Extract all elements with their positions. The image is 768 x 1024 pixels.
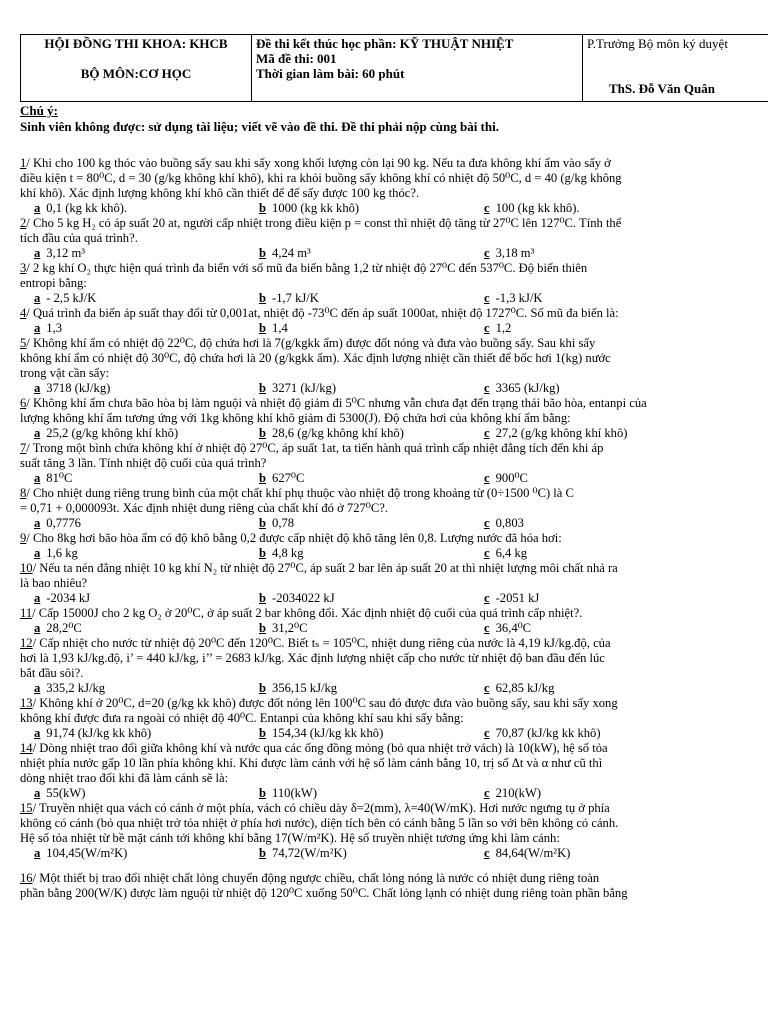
option-value: 25,2 (g/kg không khí khô) xyxy=(46,426,179,440)
option-letter: b xyxy=(259,516,267,530)
question-text-line xyxy=(20,366,750,381)
question-text-line: 3/ 2 kg khí O₂ thực hiện quá trình đa biến với số mũ đa biến bằng 1,2 từ nhiệt độ 27⁰C đến 537⁰C. Độ biến thiên xyxy=(20,261,588,275)
question-text: điều kiện t = 80⁰C, d = 30 (g/kg không khí khô), khi ra khỏi buồng sấy không khí có nhiệt độ 50⁰C, d = 40 (g/kg không xyxy=(20,171,622,185)
question-text-line xyxy=(20,816,750,831)
question-text: phần bằng 200(W/K) được làm nguội từ nhiệt độ 120⁰C xuống 50⁰C. Chất lỏng lạnh có nhiệt dung riêng toàn phần bằng xyxy=(20,886,628,900)
option-letter: c xyxy=(484,726,490,740)
question-text: Không khí ở 20⁰C, d=20 (g/kg kk khô) được đốt nóng lên 100⁰C sau đó được đưa vào buồng sấy, sau khi sấy xong xyxy=(39,696,618,710)
option-value: 1,6 kg xyxy=(46,546,78,560)
question-text-line xyxy=(20,351,750,366)
option-letter: a xyxy=(34,681,41,695)
option-value: 1,2 xyxy=(495,321,512,335)
question-text: Cho 5 kg H₂ có áp suất 20 at, người cấp nhiệt trong điều kiện p = const thì nhiệt độ tăng từ 27⁰C lên 127⁰C. Tính thể xyxy=(32,216,622,230)
option-value: 62,85 kJ/kg xyxy=(495,681,555,695)
question-text-line: 8/ Cho nhiệt dung riêng trung bình của một chất khí phụ thuộc vào nhiệt độ trong khoảng từ (0÷1500 ⁰C) là C xyxy=(20,486,574,500)
option-value: -1,3 kJ/K xyxy=(495,291,543,305)
answer-option-c xyxy=(484,681,750,696)
answer-option-c xyxy=(484,726,750,741)
question-number: 12 xyxy=(20,636,33,650)
question-item xyxy=(20,741,750,801)
question-number: 16 xyxy=(20,871,33,885)
answer-option-c xyxy=(484,786,750,801)
answer-options xyxy=(20,426,750,441)
option-value: 627⁰C xyxy=(272,471,305,485)
option-letter: a xyxy=(34,201,41,215)
question-item xyxy=(20,801,750,861)
answer-option-b xyxy=(259,381,484,396)
question-text-line: 16/ Một thiết bị trao đổi nhiệt chất lỏng chuyển động ngược chiều, chất lỏng nóng là nước có nhiệt dung riêng toàn xyxy=(20,871,600,885)
answer-option-b xyxy=(259,546,484,561)
question-text-line: 6/ Không khí ẩm chưa bão hòa bị làm nguội và nhiệt độ giảm đi 5⁰C nhưng vẫn chưa đạt đến trạng thái bão hòa, entanpi của xyxy=(20,396,647,410)
answer-options xyxy=(20,621,750,636)
question-text: Cho nhiệt dung riêng trung bình của một chất khí phụ thuộc vào nhiệt độ trong khoảng từ (0÷1500 ⁰C) là C xyxy=(32,486,574,500)
option-letter: b xyxy=(259,681,267,695)
option-letter: a xyxy=(34,591,41,605)
option-letter: b xyxy=(259,321,267,335)
question-text: Dòng nhiệt trao đổi giữa không khí và nước qua các ống đồng mỏng (bỏ qua nhiệt trở vách) là 10(kW), hệ số tỏa xyxy=(39,741,608,755)
question-text-line xyxy=(20,651,750,666)
option-value: 84,64(W/m²K) xyxy=(495,846,571,860)
question-item xyxy=(20,636,750,696)
exam-header xyxy=(20,34,768,102)
option-value: 3271 (kJ/kg) xyxy=(272,381,337,395)
answer-option-a xyxy=(20,546,259,561)
question-number: 14 xyxy=(20,741,33,755)
question-text-line: 2/ Cho 5 kg H₂ có áp suất 20 at, người cấp nhiệt trong điều kiện p = const thì nhiệt độ tăng từ 27⁰C lên 127⁰C. Tính thể xyxy=(20,216,622,230)
option-letter: a xyxy=(34,321,41,335)
answer-option-a xyxy=(20,291,259,306)
question-number: 10 xyxy=(20,561,33,575)
question-item xyxy=(20,696,750,741)
question-list xyxy=(20,156,750,901)
question-text: Hệ số tỏa nhiệt từ bề mặt cánh tới không khí bằng 17(W/m²K). Hệ số truyền nhiệt tương ứng khi làm cánh: xyxy=(20,831,560,845)
question-text: là bao nhiêu? xyxy=(20,576,88,590)
question-text: trong vật cần sấy: xyxy=(20,366,110,380)
question-text-line xyxy=(20,711,750,726)
exam-note xyxy=(20,103,499,135)
option-value: 4,24 m³ xyxy=(272,246,311,260)
answer-option-b xyxy=(259,681,484,696)
question-text-line: 13/ Không khí ở 20⁰C, d=20 (g/kg kk khô) được đốt nóng lên 100⁰C sau đó được đưa vào buồng sấy, sau khi sấy xong xyxy=(20,696,618,710)
answer-option-b xyxy=(259,471,484,486)
option-letter: a xyxy=(34,546,41,560)
option-letter: c xyxy=(484,246,490,260)
option-value: 36,4⁰C xyxy=(495,621,532,635)
question-text-line: 1/ Khi cho 100 kg thóc vào buồng sấy sau khi sấy xong khối lượng còn lại 90 kg. Nếu ta đưa không khí ẩm vào sấy ở xyxy=(20,156,611,170)
answer-option-c xyxy=(484,546,750,561)
question-number: 9 xyxy=(20,531,27,545)
approver-role: P.Trưởng Bộ môn ký duyệt xyxy=(587,36,728,51)
question-text-line: 5/ Không khí ẩm có nhiệt độ 22⁰C, độ chứa hơi là 7(g/kgkk ẩm) được đốt nóng và đưa vào buồng sấy. Sau khi sấy xyxy=(20,336,596,350)
option-value: 91,74 (kJ/kg kk khô) xyxy=(46,726,152,740)
note-label: Chú ý: xyxy=(20,103,58,118)
option-value: 6,4 kg xyxy=(495,546,528,560)
option-value: 0,7776 xyxy=(46,516,81,530)
option-value: 4,8 kg xyxy=(272,546,304,560)
question-number: 7 xyxy=(20,441,27,455)
answer-option-b xyxy=(259,516,484,531)
exam-duration: Thời gian làm bài: 60 phút xyxy=(256,66,405,81)
option-letter: a xyxy=(34,726,41,740)
question-text-line xyxy=(20,501,750,516)
option-letter: a xyxy=(34,516,41,530)
option-value: 74,72(W/m²K) xyxy=(272,846,347,860)
question-text: không khí được đưa ra ngoài có nhiệt độ 40⁰C. Entanpi của không khí sau khi sấy bằng: xyxy=(20,711,464,725)
question-text-line xyxy=(20,771,750,786)
option-letter: c xyxy=(484,846,490,860)
option-letter: b xyxy=(259,471,267,485)
question-number: 11 xyxy=(20,606,33,620)
question-text: = 0,71 + 0,000093t. Xác định nhiệt dung riêng của chất khí đó ở 727⁰C?. xyxy=(20,501,388,515)
option-value: 0,803 xyxy=(495,516,524,530)
answer-option-c xyxy=(484,321,750,336)
question-text-line: 9/ Cho 8kg hơi bão hòa ẩm có độ khô bằng 0,2 được cấp nhiệt độ khô tăng lên 0,8. Lượng nước đã hóa hơi: xyxy=(20,531,562,545)
option-value: 1,3 xyxy=(46,321,63,335)
question-number: 6 xyxy=(20,396,27,410)
answer-options xyxy=(20,381,750,396)
question-text: Quá trình đa biến áp suất thay đổi từ 0,001at, nhiệt độ -73⁰C đến áp suất 1000at, nhiệt độ 1727⁰C. Số mũ đa biến là: xyxy=(32,306,619,320)
option-letter: c xyxy=(484,471,490,485)
option-value: 154,34 (kJ/kg kk khô) xyxy=(272,726,384,740)
question-number: 5 xyxy=(20,336,27,350)
answer-option-b xyxy=(259,726,484,741)
answer-option-b xyxy=(259,246,484,261)
answer-options xyxy=(20,246,750,261)
option-value: 3718 (kJ/kg) xyxy=(46,381,111,395)
option-value: 70,87 (kJ/kg kk khô) xyxy=(495,726,601,740)
option-value: 28,6 (g/kg không khí khô) xyxy=(272,426,404,440)
answer-option-c xyxy=(484,516,750,531)
answer-option-a xyxy=(20,201,259,216)
question-text-line: 12/ Cấp nhiệt cho nước từ nhiệt độ 20⁰C đến 120⁰C. Biết tₛ = 105⁰C, nhiệt dung riêng của nước là 4,19 kJ/kg.độ, của xyxy=(20,636,611,650)
question-text: không khí ẩm có nhiệt độ 30⁰C, độ chứa hơi là 20 (g/kgkk ẩm). Xác định lượng nhiệt cần thiết để bốc hơi 1(kg) nước xyxy=(20,351,611,365)
question-item xyxy=(20,306,750,336)
question-number: 15 xyxy=(20,801,33,815)
option-letter: a xyxy=(34,291,41,305)
answer-option-b xyxy=(259,846,484,861)
option-letter: a xyxy=(34,621,41,635)
question-text: Cấp 15000J cho 2 kg O₂ ở 20⁰C, ở áp suất 2 bar không đổi. Xác định nhiệt độ cuối của quá trình cấp nhiệt?. xyxy=(38,606,583,620)
option-value: 356,15 kJ/kg xyxy=(272,681,338,695)
answer-options xyxy=(20,321,750,336)
option-value: 1,4 xyxy=(272,321,288,335)
question-item xyxy=(20,261,750,306)
option-value: -1,7 kJ/K xyxy=(272,291,319,305)
question-text: suất tăng 3 lần. Tính nhiệt độ cuối của quá trình? xyxy=(20,456,267,470)
question-text: Truyền nhiệt qua vách có cánh ở một phía, vách có chiều dày δ=2(mm), λ=40(W/mK). Hơi nước ngưng tụ ở phía xyxy=(39,801,610,815)
question-text: entropi bằng: xyxy=(20,276,87,290)
answer-option-b xyxy=(259,201,484,216)
question-text: Khi cho 100 kg thóc vào buồng sấy sau khi sấy xong khối lượng còn lại 90 kg. Nếu ta đưa không khí ẩm vào sấy ở xyxy=(32,156,611,170)
answer-option-a xyxy=(20,621,259,636)
option-letter: c xyxy=(484,516,490,530)
question-text: Cho 8kg hơi bão hòa ẩm có độ khô bằng 0,2 được cấp nhiệt độ khô tăng lên 0,8. Lượng nước đã hóa hơi: xyxy=(32,531,562,545)
option-letter: c xyxy=(484,786,490,800)
question-number: 2 xyxy=(20,216,27,230)
question-text-line xyxy=(20,276,750,291)
option-value: 55(kW) xyxy=(46,786,86,800)
exam-title: Đề thi kết thúc học phần: KỸ THUẬT NHIỆT xyxy=(256,36,514,51)
option-letter: a xyxy=(34,846,41,860)
option-letter: c xyxy=(484,681,490,695)
option-value: 3,12 m³ xyxy=(46,246,86,260)
question-text: khí khô). Xác định lượng không khí khô cần thiết để để sấy được 100 kg thóc?. xyxy=(20,186,420,200)
question-item xyxy=(20,441,750,486)
option-value: 1000 (kg kk khô) xyxy=(272,201,360,215)
answer-option-c xyxy=(484,291,750,306)
answer-option-c xyxy=(484,471,750,486)
question-text-line xyxy=(20,456,750,471)
question-text: lượng không khí ẩm tương ứng với 1kg không khí khô giảm đi 5300(J). Độ chứa hơi của không khí ẩm bằng: xyxy=(20,411,571,425)
question-text: hơi là 1,93 kJ/kg.độ, i’ = 440 kJ/kg, i’’ = 2683 kJ/kg. Xác định lượng nhiệt cấp cho nước từ nhiệt độ ban đầu đến lúc xyxy=(20,651,605,665)
option-letter: b xyxy=(259,621,267,635)
option-letter: b xyxy=(259,726,267,740)
option-letter: b xyxy=(259,591,267,605)
option-value: 28,2⁰C xyxy=(46,621,82,635)
approver-name: ThS. Đỗ Văn Quân xyxy=(609,81,715,96)
option-letter: b xyxy=(259,291,267,305)
question-text: Không khí ẩm có nhiệt độ 22⁰C, độ chứa hơi là 7(g/kgkk ẩm) được đốt nóng và đưa vào buồng sấy. Sau khi sấy xyxy=(32,336,596,350)
option-letter: c xyxy=(484,291,490,305)
answer-option-a xyxy=(20,786,259,801)
option-value: 81⁰C xyxy=(46,471,73,485)
option-letter: b xyxy=(259,381,267,395)
answer-option-c xyxy=(484,201,750,216)
question-item xyxy=(20,336,750,396)
answer-option-b xyxy=(259,591,484,606)
question-text-line xyxy=(20,666,750,681)
question-text-line: 14/ Dòng nhiệt trao đổi giữa không khí và nước qua các ống đồng mỏng (bỏ qua nhiệt trở vách) là 10(kW), hệ số tỏa xyxy=(20,741,608,755)
council-name: HỘI ĐỒNG THI KHOA: KHCB xyxy=(44,36,228,51)
answer-option-a xyxy=(20,381,259,396)
option-value: 110(kW) xyxy=(272,786,318,800)
answer-option-a xyxy=(20,246,259,261)
question-item xyxy=(20,396,750,441)
option-value: 3365 (kJ/kg) xyxy=(495,381,560,395)
answer-option-b xyxy=(259,621,484,636)
question-number: 8 xyxy=(20,486,27,500)
answer-option-a xyxy=(20,846,259,861)
answer-option-c xyxy=(484,426,750,441)
note-text: Sinh viên không được: sử dụng tài liệu; viết vẽ vào đề thi. Đề thi phải nộp cùng bài thi. xyxy=(20,119,499,134)
answer-options xyxy=(20,681,750,696)
option-value: 3,18 m³ xyxy=(495,246,535,260)
option-value: 27,2 (g/kg không khí khô) xyxy=(495,426,628,440)
option-value: -2051 kJ xyxy=(495,591,540,605)
answer-option-c xyxy=(484,381,750,396)
question-item xyxy=(20,216,750,261)
answer-option-c xyxy=(484,846,750,861)
answer-option-a xyxy=(20,591,259,606)
answer-options xyxy=(20,471,750,486)
answer-option-b xyxy=(259,786,484,801)
question-text-line xyxy=(20,576,750,591)
answer-option-c xyxy=(484,621,750,636)
answer-option-b xyxy=(259,426,484,441)
question-item xyxy=(20,531,750,561)
question-text: Cấp nhiệt cho nước từ nhiệt độ 20⁰C đến 120⁰C. Biết tₛ = 105⁰C, nhiệt dung riêng của nước là 4,19 kJ/kg.độ, của xyxy=(39,636,611,650)
option-letter: b xyxy=(259,846,267,860)
option-letter: b xyxy=(259,786,267,800)
option-letter: b xyxy=(259,246,267,260)
question-text: Nếu ta nén đẳng nhiệt 10 kg khí N₂ từ nhiệt độ 27⁰C, áp suất 2 bar lên áp suất 20 at thì nhiệt lượng môi chất nhả ra xyxy=(39,561,618,575)
option-value: 0,1 (kg kk khô). xyxy=(46,201,128,215)
option-value: 335,2 kJ/kg xyxy=(46,681,106,695)
header-right-cell xyxy=(583,35,768,102)
question-text: Không khí ẩm chưa bão hòa bị làm nguội và nhiệt độ giảm đi 5⁰C nhưng vẫn chưa đạt đến trạng thái bão hòa, entanpi của xyxy=(32,396,647,410)
question-text: 2 kg khí O₂ thực hiện quá trình đa biến với số mũ đa biến bằng 1,2 từ nhiệt độ 27⁰C đến 537⁰C. Độ biến thiên xyxy=(32,261,588,275)
option-letter: a xyxy=(34,246,41,260)
question-text: không có cánh (bỏ qua nhiệt trở tỏa nhiệt ở phía hơi nước), diện tích bên có cánh bằng 5 lần so với bên không có cánh. xyxy=(20,816,619,830)
question-text-line xyxy=(20,231,750,246)
exam-code: Mã đề thi: 001 xyxy=(256,51,337,66)
question-text-line: 4/ Quá trình đa biến áp suất thay đổi từ 0,001at, nhiệt độ -73⁰C đến áp suất 1000at, nhiệt độ 1727⁰C. Số mũ đa biến là: xyxy=(20,306,619,320)
option-letter: b xyxy=(259,546,267,560)
question-text-line xyxy=(20,831,750,846)
answer-options xyxy=(20,516,750,531)
option-value: 100 (kg kk khô). xyxy=(495,201,580,215)
option-letter: a xyxy=(34,381,41,395)
option-letter: c xyxy=(484,426,490,440)
option-value: - 2,5 kJ/K xyxy=(46,291,97,305)
option-letter: c xyxy=(484,621,490,635)
option-letter: a xyxy=(34,426,41,440)
answer-options xyxy=(20,846,750,861)
question-item xyxy=(20,606,750,636)
answer-options xyxy=(20,591,750,606)
answer-options xyxy=(20,786,750,801)
question-text-line: 10/ Nếu ta nén đẳng nhiệt 10 kg khí N₂ từ nhiệt độ 27⁰C, áp suất 2 bar lên áp suất 20 at thì nhiệt lượng môi chất nhả ra xyxy=(20,561,618,575)
option-letter: c xyxy=(484,201,490,215)
answer-option-a xyxy=(20,681,259,696)
option-value: 31,2⁰C xyxy=(272,621,308,635)
question-number: 4 xyxy=(20,306,27,320)
question-text-line xyxy=(20,886,750,901)
header-middle-cell xyxy=(252,35,583,102)
answer-option-b xyxy=(259,291,484,306)
question-text-line: 7/ Trong một bình chứa không khí ở nhiệt độ 27⁰C, áp suất 1at, ta tiến hành quá trình cấp nhiệt đẳng tích đến khi áp xyxy=(20,441,604,455)
option-letter: a xyxy=(34,786,41,800)
option-value: 0,78 xyxy=(272,516,295,530)
question-text: bắt đầu sôi?. xyxy=(20,666,84,680)
answer-options xyxy=(20,291,750,306)
answer-option-c xyxy=(484,246,750,261)
option-letter: c xyxy=(484,321,490,335)
answer-options xyxy=(20,546,750,561)
option-letter: b xyxy=(259,201,267,215)
question-item xyxy=(20,486,750,531)
option-value: 104,45(W/m²K) xyxy=(46,846,128,860)
question-number: 3 xyxy=(20,261,27,275)
option-value: 900⁰C xyxy=(495,471,528,485)
option-letter: a xyxy=(34,471,41,485)
question-item xyxy=(20,871,750,901)
question-number: 13 xyxy=(20,696,33,710)
answer-option-b xyxy=(259,321,484,336)
option-letter: c xyxy=(484,591,490,605)
answer-options xyxy=(20,726,750,741)
option-value: -2034022 kJ xyxy=(272,591,335,605)
answer-option-a xyxy=(20,726,259,741)
answer-option-a xyxy=(20,516,259,531)
question-text: tích đầu của quá trình?. xyxy=(20,231,138,245)
question-text-line: 11/ Cấp 15000J cho 2 kg O₂ ở 20⁰C, ở áp suất 2 bar không đổi. Xác định nhiệt độ cuối của quá trình cấp nhiệt?. xyxy=(20,606,583,620)
answer-option-a xyxy=(20,321,259,336)
question-text-line xyxy=(20,171,750,186)
answer-option-c xyxy=(484,591,750,606)
answer-options xyxy=(20,201,750,216)
option-value: 210(kW) xyxy=(495,786,542,800)
question-text: Trong một bình chứa không khí ở nhiệt độ 27⁰C, áp suất 1at, ta tiến hành quá trình cấp nhiệt đẳng tích đến khi áp xyxy=(32,441,604,455)
option-letter: b xyxy=(259,426,267,440)
question-text-line xyxy=(20,756,750,771)
question-text-line xyxy=(20,186,750,201)
question-item xyxy=(20,561,750,606)
question-text-line: 15/ Truyền nhiệt qua vách có cánh ở một phía, vách có chiều dày δ=2(mm), λ=40(W/mK). Hơi nước ngưng tụ ở phía xyxy=(20,801,610,815)
question-text-line xyxy=(20,411,750,426)
answer-option-a xyxy=(20,426,259,441)
question-text: dòng nhiệt trao đổi khi đã làm cánh sẽ là: xyxy=(20,771,229,785)
header-left-cell xyxy=(21,35,252,102)
question-number: 1 xyxy=(20,156,27,170)
question-item xyxy=(20,156,750,216)
question-text: nhiệt phía nước gấp 10 lần phía không khí. Khi được làm cánh với hệ số làm cánh bằng 10, trị số Δt và α như cũ thì xyxy=(20,756,603,770)
option-value: -2034 kJ xyxy=(46,591,91,605)
department-name: BỘ MÔN:CƠ HỌC xyxy=(80,66,192,81)
option-letter: c xyxy=(484,546,490,560)
option-letter: c xyxy=(484,381,490,395)
answer-option-a xyxy=(20,471,259,486)
question-text: Một thiết bị trao đổi nhiệt chất lỏng chuyển động ngược chiều, chất lỏng nóng là nước có nhiệt dung riêng toàn xyxy=(39,871,600,885)
